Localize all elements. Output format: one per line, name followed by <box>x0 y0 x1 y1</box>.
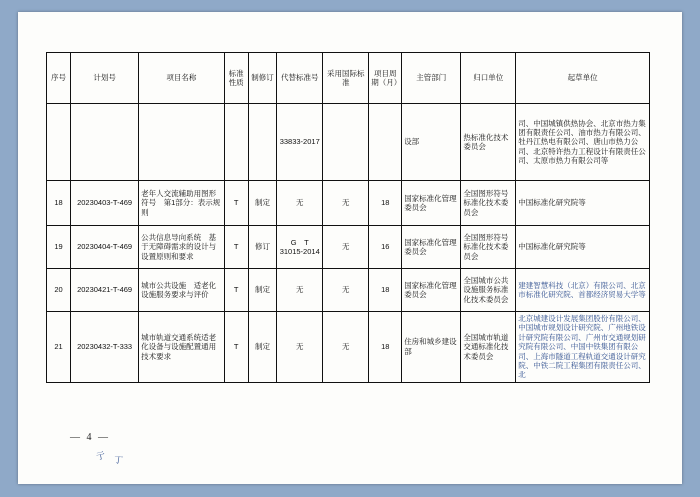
cell-authority: 国家标准化管理委员会 <box>402 269 461 312</box>
table-row <box>47 181 650 226</box>
cell-seq: 21 <box>47 312 71 383</box>
cell-revise <box>248 104 277 181</box>
cell-authority: 国家标准化管理委员会 <box>402 226 461 269</box>
cell-gk-unit: 全国图形符号标准化技术委员会 <box>461 181 516 226</box>
cell-drafters: 建建智慧科技（北京）有限公司、北京市标准化研究院、首都经济贸易大学等 <box>516 269 650 312</box>
cell-nature <box>224 104 248 181</box>
cell-intl: 无 <box>323 269 369 312</box>
cell-name: 公共信息导向系统 基于无障碍需求的设计与设置原则和要求 <box>139 226 225 269</box>
cell-seq: 18 <box>47 181 71 226</box>
cell-revise: 制定 <box>248 312 277 383</box>
col-drafters: 起草单位 <box>516 53 650 104</box>
cell-replace-no: G T 31015-2014 <box>277 226 323 269</box>
cell-replace-no: 无 <box>277 312 323 383</box>
cell-drafters: 司、中国城镇供热协会、北京市热力集团有限责任公司、油市热力有限公司、牡丹江热电有限公司、唐山市热力公司、北京特许热力工程设计有限责任公司、太原市热力有限公司等 <box>516 104 650 181</box>
cell-name: 城市公共设施 适老化设施服务要求与评价 <box>139 269 225 312</box>
cell-authority: 设部 <box>402 104 461 181</box>
cell-name <box>139 104 225 181</box>
cell-period: 18 <box>369 181 402 226</box>
col-name: 项目名称 <box>139 53 225 104</box>
cell-intl: 无 <box>323 312 369 383</box>
col-period: 项目周期（月） <box>369 53 402 104</box>
cell-replace-no: 无 <box>277 269 323 312</box>
cell-plan-no <box>71 104 139 181</box>
table-row <box>47 269 650 312</box>
table-row <box>47 104 650 181</box>
cell-seq: 20 <box>47 269 71 312</box>
cell-plan-no: 20230432-T-333 <box>71 312 139 383</box>
handwriting-mark-icon: 亍 <box>95 450 107 462</box>
cell-intl: 无 <box>323 226 369 269</box>
cell-plan-no: 20230403-T-469 <box>71 181 139 226</box>
cell-drafters: 中国标准化研究院等 <box>516 181 650 226</box>
cell-revise: 修订 <box>248 226 277 269</box>
cell-replace-no: 无 <box>277 181 323 226</box>
cell-period: 16 <box>369 226 402 269</box>
table-row <box>47 226 650 269</box>
cell-drafters: 北京城建设计发展集团股份有限公司、中国城市规划设计研究院、广州地铁设计研究院有限公司、广州市交通规划研究院有限公司、中国中铁集团有限公司、上海市隧道工程轨道交通设计研究院、中铁二院工程集团有限责任公司、北 <box>516 312 650 383</box>
cell-period: 18 <box>369 269 402 312</box>
standards-table <box>46 52 650 383</box>
col-revise: 制修订 <box>248 53 277 104</box>
table-row <box>47 312 650 383</box>
cell-plan-no: 20230421-T-469 <box>71 269 139 312</box>
cell-plan-no: 20230404-T-469 <box>71 226 139 269</box>
cell-nature: T <box>224 269 248 312</box>
col-authority: 主管部门 <box>402 53 461 104</box>
cell-gk-unit: 全国城市公共设施服务标准化技术委员会 <box>461 269 516 312</box>
col-plan-no: 计划号 <box>71 53 139 104</box>
document-page <box>18 12 682 484</box>
col-gk-unit: 归口单位 <box>461 53 516 104</box>
cell-name: 城市轨道交通系统适老化设备与设施配置通用技术要求 <box>139 312 225 383</box>
table-body <box>47 104 650 383</box>
cell-period: 18 <box>369 312 402 383</box>
cell-seq <box>47 104 71 181</box>
cell-revise: 制定 <box>248 181 277 226</box>
cell-authority: 国家标准化管理委员会 <box>402 181 461 226</box>
cell-intl <box>323 104 369 181</box>
cell-nature: T <box>224 226 248 269</box>
table-header <box>47 53 650 104</box>
col-intl: 采用国际标准 <box>323 53 369 104</box>
document-body <box>46 52 650 383</box>
cell-replace-no: 33833-2017 <box>277 104 323 181</box>
handwriting-mark-icon: 丁 <box>113 454 124 466</box>
col-seq: 序号 <box>47 53 71 104</box>
cell-nature: T <box>224 181 248 226</box>
col-nature: 标准性质 <box>224 53 248 104</box>
cell-authority: 住房和城乡建设部 <box>402 312 461 383</box>
cell-name: 老年人交流辅助用图形符号 第1部分：表示规则 <box>139 181 225 226</box>
cell-seq: 19 <box>47 226 71 269</box>
cell-gk-unit: 全国城市轨道交通标准化技术委员会 <box>461 312 516 383</box>
table-header-row <box>47 53 650 104</box>
col-replace-no: 代替标准号 <box>277 53 323 104</box>
cell-gk-unit: 热标准化技术委员会 <box>461 104 516 181</box>
page-number: — 4 — <box>70 432 110 443</box>
cell-intl: 无 <box>323 181 369 226</box>
cell-revise: 制定 <box>248 269 277 312</box>
cell-period <box>369 104 402 181</box>
cell-gk-unit: 全国图形符号标准化技术委员会 <box>461 226 516 269</box>
cell-drafters: 中国标准化研究院等 <box>516 226 650 269</box>
cell-nature: T <box>224 312 248 383</box>
